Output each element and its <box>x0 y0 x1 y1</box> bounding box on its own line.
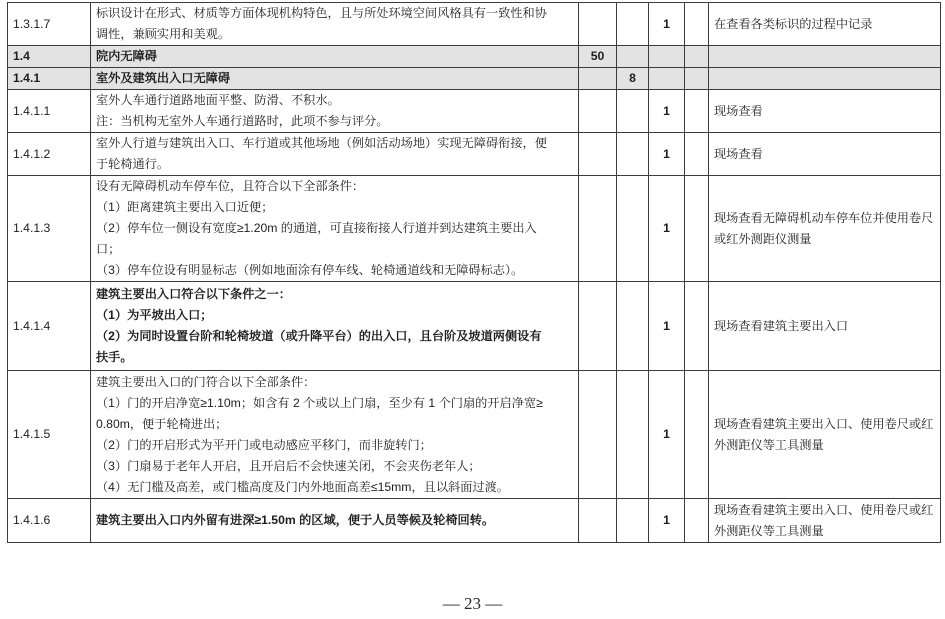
item-score: 1 <box>649 176 685 282</box>
content-line: 建筑主要出入口的门符合以下全部条件： <box>96 374 316 389</box>
item-score: 1 <box>649 371 685 499</box>
section-score <box>579 371 617 499</box>
table-row-1-4-1-5 <box>8 371 941 499</box>
blank-cell <box>685 371 709 499</box>
method-line: 现场查看 <box>714 146 763 161</box>
item-content <box>91 3 579 46</box>
method-line: 或红外测距仪测量 <box>714 231 812 246</box>
content-line: （2）为同时设置台阶和轮椅坡道（或升降平台）的出入口，且台阶及坡道两侧设有 <box>96 329 542 343</box>
content-line: 院内无障碍 <box>96 49 157 63</box>
blank-cell <box>685 46 709 68</box>
item-content <box>91 499 579 543</box>
subsection-score <box>617 90 649 133</box>
page-number: — 23 — <box>442 594 503 613</box>
item-content <box>91 176 579 282</box>
section-score <box>579 68 617 90</box>
item-content <box>91 46 579 68</box>
table-row-1-4 <box>8 46 941 68</box>
content-line: 于轮椅通行。 <box>96 157 170 171</box>
subsection-score <box>617 46 649 68</box>
item-code: 1.4.1.4 <box>8 282 91 371</box>
blank-cell <box>685 176 709 282</box>
content-line: 注：当机构无室外人车通行道路时，此项不参与评分。 <box>96 114 389 128</box>
blank-cell <box>685 133 709 176</box>
item-content <box>91 133 579 176</box>
subsection-score <box>617 176 649 282</box>
content-line: 扶手。 <box>96 350 133 364</box>
content-line: （1）门的开启净宽≥1.10m；如含有 2 个或以上门扇，至少有 1 个门扇的开启净宽≥ <box>96 395 543 410</box>
content-line: （3）停车位设有明显标志（例如地面涂有停车线、轮椅通道线和无障碍标志）。 <box>96 263 524 277</box>
subsection-score: 8 <box>617 68 649 90</box>
table-row-1-4-1 <box>8 68 941 90</box>
blank-cell <box>685 68 709 90</box>
blank-cell <box>685 499 709 543</box>
item-code: 1.4.1.5 <box>8 371 91 499</box>
assessment-table <box>7 2 941 543</box>
method-line: 外测距仪等工具测量 <box>714 523 824 538</box>
content-line: 标识设计在形式、材质等方面体现机构特色，且与所处环境空间风格具有一致性和协 <box>96 6 547 20</box>
method-line: 现场查看建筑主要出入口 <box>714 318 849 333</box>
table-row-1-4-1-4 <box>8 282 941 371</box>
content-line: 建筑主要出入口符合以下条件之一： <box>96 287 291 301</box>
table-row-1-4-1-6 <box>8 499 941 543</box>
item-score: 1 <box>649 90 685 133</box>
inspection-method <box>709 46 941 68</box>
method-line: 现场查看建筑主要出入口、使用卷尺或红 <box>714 416 934 431</box>
method-line: 现场查看建筑主要出入口、使用卷尺或红 <box>714 502 934 517</box>
section-score <box>579 282 617 371</box>
item-code: 1.4.1.1 <box>8 90 91 133</box>
blank-cell <box>685 282 709 371</box>
content-line: 室外人车通行道路地面平整、防滑、不积水。 <box>96 93 340 107</box>
method-line: 在查看各类标识的过程中记录 <box>714 16 873 31</box>
inspection-method <box>709 176 941 282</box>
item-score: 1 <box>649 133 685 176</box>
item-content <box>91 68 579 90</box>
table-row-1-4-1-2 <box>8 133 941 176</box>
item-content <box>91 282 579 371</box>
item-code: 1.4.1.6 <box>8 499 91 543</box>
item-score <box>649 46 685 68</box>
item-code: 1.4.1.2 <box>8 133 91 176</box>
item-content <box>91 90 579 133</box>
table-row-1-3-1-7 <box>8 3 941 46</box>
content-line: 室外及建筑出入口无障碍 <box>96 71 231 85</box>
content-line: 设有无障碍机动车停车位，且符合以下全部条件： <box>96 179 365 193</box>
subsection-score <box>617 282 649 371</box>
item-code: 1.4.1.3 <box>8 176 91 282</box>
section-score <box>579 3 617 46</box>
item-score: 1 <box>649 282 685 371</box>
item-score: 1 <box>649 3 685 46</box>
method-line: 外测距仪等工具测量 <box>714 437 824 452</box>
blank-cell <box>685 3 709 46</box>
subsection-score <box>617 499 649 543</box>
subsection-score <box>617 3 649 46</box>
inspection-method <box>709 3 941 46</box>
item-score <box>649 68 685 90</box>
inspection-method <box>709 282 941 371</box>
inspection-method <box>709 68 941 90</box>
section-score <box>579 176 617 282</box>
inspection-method <box>709 499 941 543</box>
section-score <box>579 499 617 543</box>
section-score <box>579 133 617 176</box>
inspection-method <box>709 371 941 499</box>
content-line: 调性，兼顾实用和美观。 <box>96 27 231 41</box>
item-code: 1.4.1 <box>8 68 91 90</box>
method-line: 现场查看 <box>714 103 763 118</box>
content-line: （2）门的开启形式为平开门或电动感应平移门，而非旋转门； <box>96 437 432 452</box>
subsection-score <box>617 133 649 176</box>
table-row-1-4-1-3 <box>8 176 941 282</box>
content-line: 0.80m，便于轮椅进出； <box>96 416 228 431</box>
inspection-method <box>709 90 941 133</box>
content-line: （3）门扇易于老年人开启，且开启后不会快速关闭，不会夹伤老年人； <box>96 458 481 473</box>
content-line: 口； <box>96 242 121 256</box>
content-line: 建筑主要出入口内外留有进深≥1.50m 的区域，便于人员等候及轮椅回转。 <box>96 513 495 527</box>
content-line: （2）停车位一侧设有宽度≥1.20m 的通道，可直接衔接人行道并到达建筑主要出入 <box>96 221 537 235</box>
content-line: （4）无门槛及高差，或门槛高度及门内外地面高差≤15mm，且以斜面过渡。 <box>96 479 509 494</box>
inspection-method <box>709 133 941 176</box>
subsection-score <box>617 371 649 499</box>
content-line: （1）距离建筑主要出入口近便； <box>96 200 274 214</box>
section-score: 50 <box>579 46 617 68</box>
content-line: （1）为平坡出入口； <box>96 308 213 322</box>
item-code: 1.3.1.7 <box>8 3 91 46</box>
method-line: 现场查看无障碍机动车停车位并使用卷尺 <box>714 210 934 225</box>
item-score: 1 <box>649 499 685 543</box>
table-row-1-4-1-1 <box>8 90 941 133</box>
item-code: 1.4 <box>8 46 91 68</box>
section-score <box>579 90 617 133</box>
content-line: 室外人行道与建筑出入口、车行道或其他场地（例如活动场地）实现无障碍衔接，便 <box>96 136 547 150</box>
blank-cell <box>685 90 709 133</box>
item-content <box>91 371 579 499</box>
